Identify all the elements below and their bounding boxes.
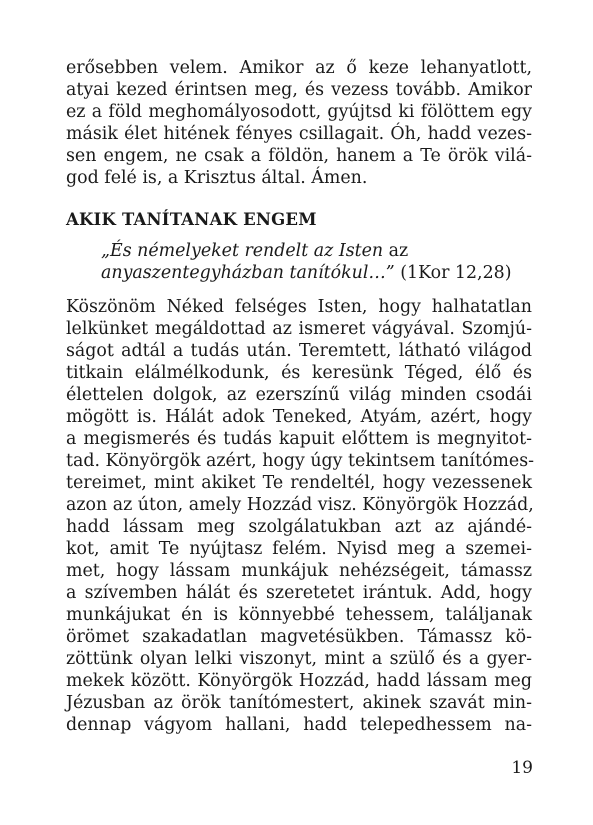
motto-line: [101, 262, 533, 284]
text-line: hadd lássam meg szolgálatukban azt az ajándé-: [66, 517, 532, 537]
text-line: titkain elálmélkodunk, és keresünk Téged, élő és: [66, 363, 532, 383]
text-line: munkájukat én is könnyebbé tehessem, találjanak: [66, 605, 532, 625]
text-line: dennap vágyom hallani, hadd telepedhessem na-: [66, 715, 532, 735]
text-line: másik élet hitének fényes csillagait. Óh, hadd vezes-: [66, 124, 532, 144]
text-line: mögött is. Hálát adok Teneked, Atyám, azért, hogy: [66, 407, 532, 427]
text-line: zöttünk olyan lelki viszonyt, mint a szülő és a gyer-: [66, 649, 532, 669]
text-line: tereimet, mint akiket Te rendeltél, hogy vezessenek: [66, 473, 532, 493]
text-line: Köszönöm Néked felséges Isten, hogy halhatatlan: [66, 297, 532, 317]
motto-reference: (1Kor 12,28): [394, 263, 512, 283]
motto-quote: „És némelyeket rendelt az Isten: [101, 241, 384, 261]
text-line: a szívemben hálát és szeretetet irántuk. Add, hogy: [66, 583, 532, 603]
text-line: mekek között. Könyörgök Hozzád, hadd lássam meg: [66, 671, 532, 691]
text-line: Jézusban az örök tanítómestert, akinek szavát min-: [66, 693, 532, 713]
text-line: azon az úton, amely Hozzád visz. Könyörgök Hozzád,: [66, 495, 534, 515]
text-line: met, hogy lássam munkájuk nehézségeit, támassz: [66, 561, 532, 581]
motto-text: az: [383, 241, 409, 261]
text-line: erősebben velem. Amikor az ő keze lehanyatlott,: [66, 58, 532, 78]
motto-quote: anyaszentegyházban tanítókul…”: [101, 263, 395, 283]
text-line: ságot adtál a tudás után. Teremtett, látható világod: [66, 341, 532, 361]
section-title: AKIK TANÍTANAK ENGEM: [66, 210, 317, 229]
text-line: god felé is, a Krisztus által. Ámen.: [66, 168, 368, 188]
text-line: sen engem, ne csak a földön, hanem a Te örök vilá-: [66, 146, 532, 166]
text-line: élettelen dolgok, az ezerszínű világ minden csodái: [66, 385, 532, 405]
text-line: kot, amit Te nyújtasz felém. Nyisd meg a szemei-: [66, 539, 532, 559]
text-line: lelkünket megáldottad az ismeret vágyával. Szomjú-: [66, 319, 532, 339]
page-number: 19: [511, 758, 533, 778]
text-line: a megismerés és tudás kapuit előttem is megnyitot-: [66, 429, 532, 449]
motto-line: [101, 240, 533, 262]
text-line: ez a föld meghomályosodott, gyújtsd ki fölöttem egy: [66, 102, 532, 122]
text-line: atyai kezed érintsen meg, és vezess tovább. Amikor: [66, 80, 532, 100]
text-line: tad. Könyörgök azért, hogy úgy tekintsem tanítómes-: [66, 451, 535, 471]
text-line: örömet szakadatlan magvetésükben. Támassz kö-: [66, 627, 532, 647]
